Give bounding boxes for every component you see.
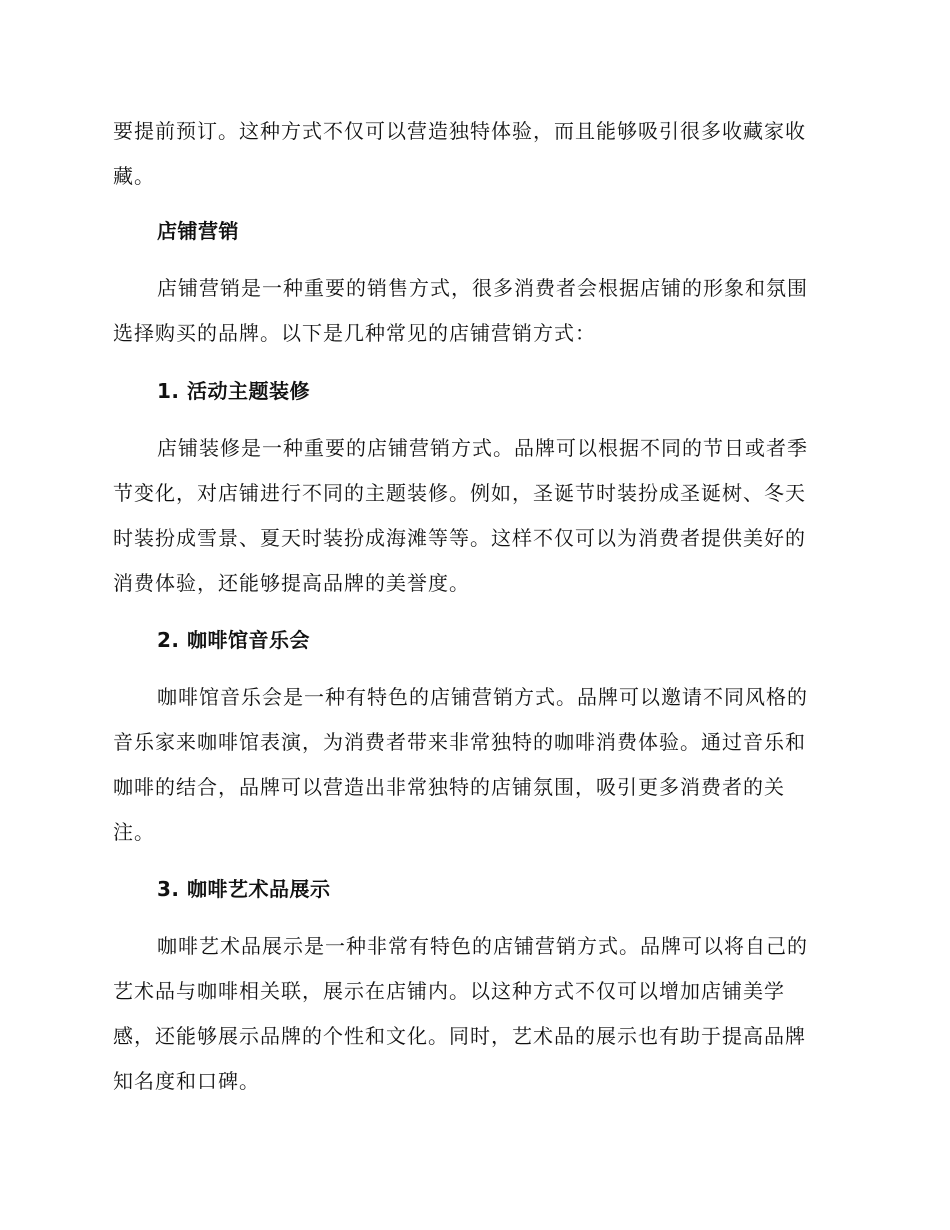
item-heading-2: 2. 咖啡馆音乐会 — [157, 628, 310, 652]
item-heading-1: 1. 活动主题装修 — [157, 379, 310, 403]
intro-paragraph-tail: 要提前预订。这种方式不仅可以营造独特体验，而且能够吸引很多收藏家收 藏。 — [113, 119, 806, 188]
item-body-1: 店铺装修是一种重要的店铺营销方式。品牌可以根据不同的节日或者季 节变化，对店铺进行不同的主题装修。例如，圣诞节时装扮成圣诞树、冬天 时装扮成雪景、夏天时装扮成海滩等等。这样不仅可以为消费者提供美好的 消费体验，还能够提高品牌的美誉度。 — [113, 436, 808, 595]
item-body-2: 咖啡馆音乐会是一种有特色的店铺营销方式。品牌可以邀请不同风格的 音乐家来咖啡馆表演，为消费者带来非常独特的咖啡消费体验。通过音乐和 咖啡的结合，品牌可以营造出非常独特的店铺氛围，吸引更多消费者的关 注。 — [113, 685, 808, 844]
section-title: 店铺营销 — [157, 219, 239, 243]
item-heading-3: 3. 咖啡艺术品展示 — [157, 877, 331, 901]
item-body-3: 咖啡艺术品展示是一种非常有特色的店铺营销方式。品牌可以将自己的 艺术品与咖啡相关联，展示在店铺内。以这种方式不仅可以增加店铺美学 感，还能够展示品牌的个性和文化。同时，艺术品的展示也有助于提高品牌 知名度和口碑。 — [113, 934, 808, 1093]
section-intro-paragraph: 店铺营销是一种重要的销售方式，很多消费者会根据店铺的形象和氛围 选择购买的品牌。以下是几种常见的店铺营销方式： — [113, 276, 808, 345]
